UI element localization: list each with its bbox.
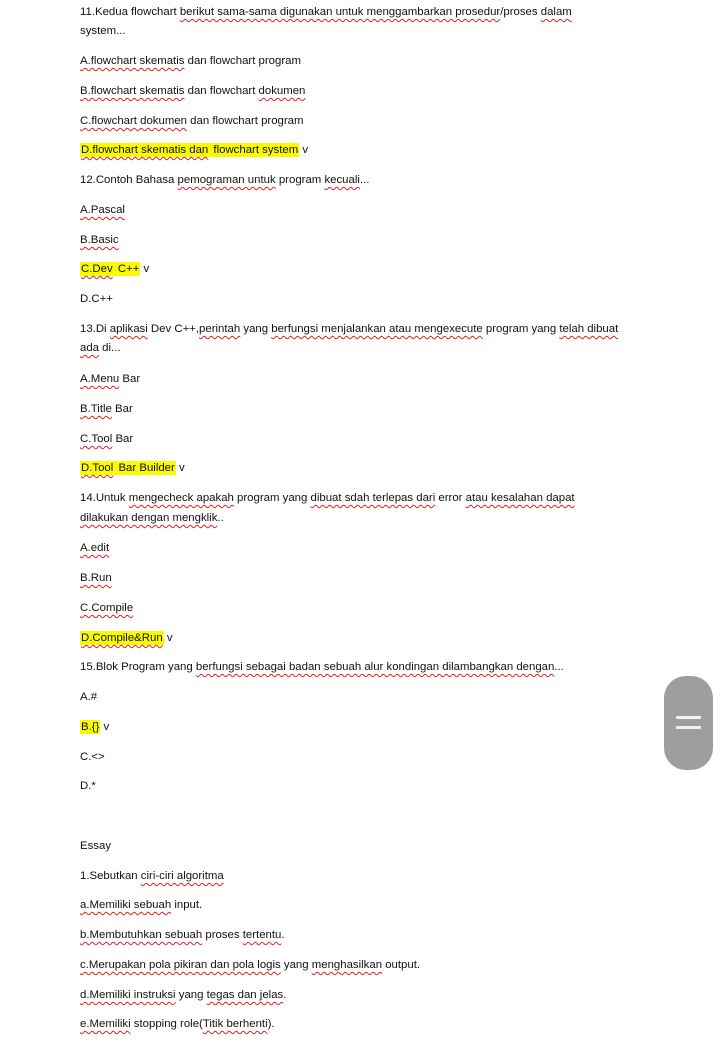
essay-answer-b (80, 927, 285, 943)
text-run: v (175, 462, 185, 474)
text-run: ada (80, 342, 100, 354)
text-run: error (435, 492, 466, 504)
text-run: ). (267, 1018, 275, 1030)
text-run: 11.Kedua flowchart (80, 6, 180, 18)
text-run: a.Memiliki sebuah (80, 899, 172, 911)
text-run: b.Membutuhkan sebuah (80, 929, 203, 941)
text-run: c.Merupakan pola pikiran dan pola logis (80, 959, 281, 971)
text-run: B.Basic (80, 234, 119, 246)
text-run: B.Run (80, 572, 112, 584)
text-run: aplikasi (109, 323, 148, 335)
text-run: pemograman untuk (177, 174, 276, 186)
text-run: menghasilkan (311, 959, 383, 971)
essay-answer-c (80, 957, 420, 973)
text-run: input. (171, 899, 203, 911)
text-run: yang (280, 959, 312, 971)
question-12-option-a (80, 202, 125, 218)
question-14-option-d (80, 630, 173, 646)
text-run: D.Compile&Run (81, 632, 163, 644)
question-12-option-c (80, 261, 149, 277)
text-run: ... (359, 174, 370, 186)
text-run: Dev C++, (147, 323, 200, 335)
text-run: berikut sama-sama digunakan untuk menggambarkan prosedur (179, 6, 501, 18)
text-run: /proses (500, 6, 541, 18)
text-run: . (281, 929, 285, 941)
text-run: berfungsi sebagai badan sebuah alur kondingan dilambangkan dengan (195, 661, 555, 673)
text-run: kecuali (324, 174, 360, 186)
question-14-option-b (80, 570, 112, 586)
text-run: Bar (119, 373, 141, 385)
text-run: perintah (199, 323, 241, 335)
text-run: . (283, 989, 287, 1001)
text-run: A.Pascal (80, 204, 125, 216)
text-run: A.edit (80, 542, 110, 554)
scrollbar-thumb[interactable] (664, 676, 713, 770)
text-run: berfungsi menjalankan atau mengexecute (271, 323, 483, 335)
text-run: .. (217, 512, 224, 524)
text-run: e.Memiliki (80, 1018, 131, 1030)
text-run: Bar (112, 433, 134, 445)
question-12-line-1 (80, 172, 369, 188)
text-run: 15.Blok Program yang (80, 661, 196, 673)
text-run: B.flowchart skematis (80, 85, 185, 97)
text-run: C.<> (80, 751, 105, 763)
text-run: B.Title (80, 403, 112, 415)
text-run: atau kesalahan dapat (465, 492, 575, 504)
essay-answer-a (80, 897, 202, 913)
text-run: program (275, 174, 325, 186)
text-run: B.{} (81, 721, 100, 733)
text-run: C.Tool (80, 433, 113, 445)
essay-question-1 (80, 868, 224, 884)
text-run: Bar Builder (115, 462, 175, 474)
text-run: D.C++ (80, 293, 113, 305)
text-run: tertentu (242, 929, 282, 941)
question-12-option-d (80, 291, 113, 307)
question-15-option-b (80, 719, 109, 735)
text-run: v (299, 144, 309, 156)
question-13-option-b (80, 401, 133, 417)
text-run: D.Tool (81, 462, 114, 474)
text-run: flowchart system (210, 144, 299, 156)
text-run: program yang (482, 323, 560, 335)
text-run: dokumen (258, 85, 306, 97)
text-run: program yang (233, 492, 311, 504)
question-15-option-c (80, 749, 105, 765)
text-run: stopping role( (130, 1018, 203, 1030)
question-15-line-1 (80, 659, 564, 675)
text-run: dan flowchart (184, 85, 259, 97)
text-run: A.flowchart skematis (80, 55, 185, 67)
essay-heading: Essay (80, 840, 112, 852)
question-14-line-2 (80, 510, 224, 526)
text-run: yang (175, 989, 207, 1001)
text-run: v (163, 632, 173, 644)
text-run: D.* (80, 780, 96, 792)
text-run: v (100, 721, 110, 733)
text-run: d.Memiliki instruksi (80, 989, 176, 1001)
question-11-line-1 (80, 4, 572, 20)
question-13-option-c (80, 431, 133, 447)
question-13-line-1 (80, 321, 618, 337)
text-run: ... (554, 661, 564, 673)
text-run: 1.Sebutkan (80, 870, 141, 882)
text-run: C++ (114, 263, 140, 275)
text-run: dilakukan dengan mengklik (80, 512, 218, 524)
text-run: Bar (111, 403, 133, 415)
question-11-option-c (80, 113, 304, 129)
text-run: yang (240, 323, 272, 335)
text-run: C.Dev (81, 263, 113, 275)
text-run: A.Menu (80, 373, 120, 385)
text-run: 13.Di (80, 323, 110, 335)
text-run: dalam (540, 6, 572, 18)
text-run: Titik berhenti (202, 1018, 268, 1030)
text-run: dibuat sdah terlepas dari (310, 492, 436, 504)
text-run: telah dibuat (559, 323, 619, 335)
text-run: 12.Contoh Bahasa (80, 174, 178, 186)
question-11-option-a (80, 53, 301, 69)
question-14-line-1 (80, 490, 575, 506)
text-run: D.flowchart skematis dan (81, 144, 209, 156)
question-14-option-a (80, 540, 109, 556)
text-run: 14.Untuk (80, 492, 129, 504)
text-run: ciri-ciri algoritma (140, 870, 224, 882)
text-run: output. (382, 959, 421, 971)
text-run: dan flowchart program (184, 55, 301, 67)
question-11-option-d (80, 142, 308, 158)
text-run: proses (202, 929, 243, 941)
text-run: tegas dan jelas (206, 989, 284, 1001)
question-11-line-2 (80, 23, 126, 39)
question-15-option-a (80, 689, 97, 705)
text-run: A.# (80, 691, 98, 703)
question-13-line-2 (80, 340, 121, 356)
text-run: v (140, 263, 150, 275)
question-12-option-b (80, 232, 119, 248)
essay-answer-e (80, 1016, 275, 1032)
question-11-option-b (80, 83, 305, 99)
question-13-option-d (80, 460, 185, 476)
question-14-option-c (80, 600, 133, 616)
text-run: mengecheck apakah (128, 492, 234, 504)
question-13-option-a (80, 371, 140, 387)
question-15-option-d (80, 778, 96, 794)
essay-answer-d (80, 987, 286, 1003)
text-run: C.flowchart dokumen (80, 115, 187, 127)
text-run: C.Compile (80, 602, 134, 614)
text-run: dan flowchart program (187, 115, 304, 127)
text-run: di... (99, 342, 121, 354)
text-run: system... (80, 25, 126, 37)
